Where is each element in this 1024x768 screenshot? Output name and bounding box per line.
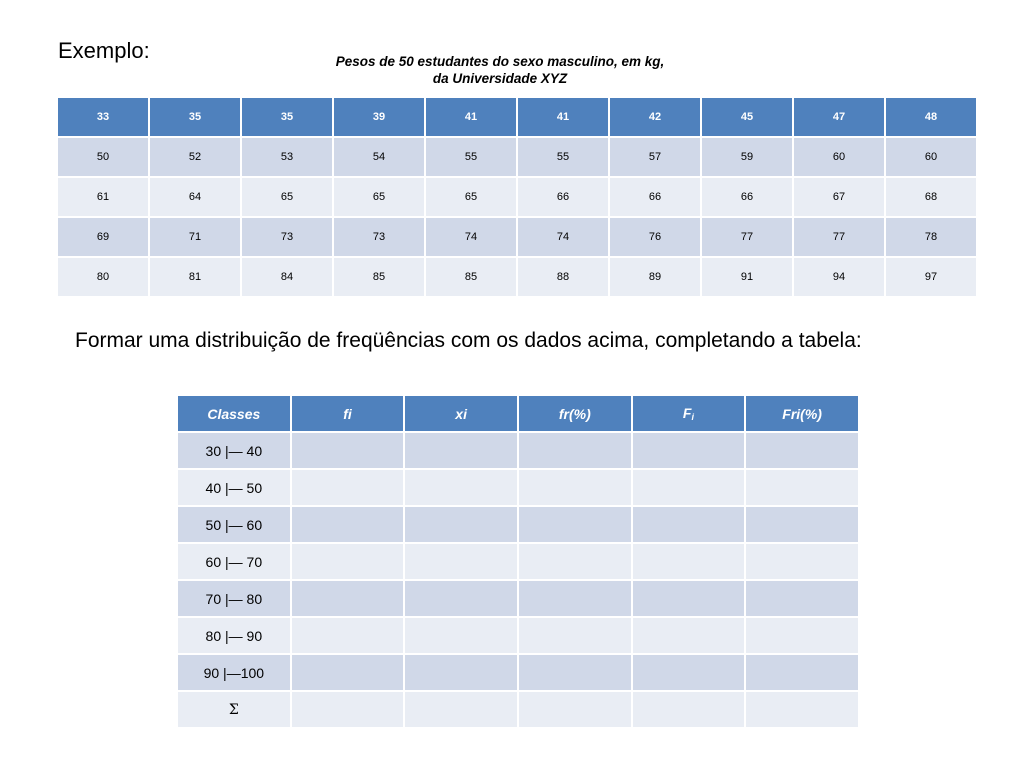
- data-cell: 65: [241, 177, 333, 217]
- data-cell: 65: [425, 177, 517, 217]
- data-cell: 78: [885, 217, 977, 257]
- freq-row: [177, 432, 859, 469]
- table-caption: [250, 53, 750, 87]
- data-cell: 94: [793, 257, 885, 297]
- header-Fi-subscript: i: [691, 412, 694, 422]
- data-row: [57, 257, 977, 297]
- empty-input-cell[interactable]: [404, 617, 518, 654]
- data-cell: 66: [609, 177, 701, 217]
- empty-input-cell[interactable]: [632, 654, 746, 691]
- data-cell: 77: [793, 217, 885, 257]
- class-interval-cell: 50 |— 60: [177, 506, 291, 543]
- empty-input-cell[interactable]: [745, 506, 859, 543]
- data-cell: 41: [425, 97, 517, 137]
- data-cell: 76: [609, 217, 701, 257]
- empty-input-cell[interactable]: [404, 432, 518, 469]
- data-cell: 35: [241, 97, 333, 137]
- data-cell: 35: [149, 97, 241, 137]
- instruction-text: Formar uma distribuição de freqüências com os dados acima, completando a tabela:: [75, 329, 862, 352]
- empty-input-cell[interactable]: [291, 617, 405, 654]
- data-row: [57, 137, 977, 177]
- empty-input-cell[interactable]: [518, 654, 632, 691]
- data-cell: 60: [793, 137, 885, 177]
- empty-input-cell[interactable]: [518, 617, 632, 654]
- header-xi: xi: [404, 395, 518, 432]
- data-cell: 97: [885, 257, 977, 297]
- data-cell: 73: [333, 217, 425, 257]
- empty-input-cell[interactable]: [404, 691, 518, 728]
- empty-input-cell[interactable]: [404, 469, 518, 506]
- empty-input-cell[interactable]: [518, 506, 632, 543]
- class-interval-cell: 40 |— 50: [177, 469, 291, 506]
- data-cell: 69: [57, 217, 149, 257]
- data-cell: 89: [609, 257, 701, 297]
- data-row: [57, 217, 977, 257]
- empty-input-cell[interactable]: [745, 654, 859, 691]
- header-Fi: [632, 395, 746, 432]
- empty-input-cell[interactable]: [518, 580, 632, 617]
- empty-input-cell[interactable]: [518, 432, 632, 469]
- empty-input-cell[interactable]: [745, 580, 859, 617]
- empty-input-cell[interactable]: [632, 469, 746, 506]
- header-classes: Classes: [177, 395, 291, 432]
- freq-row: [177, 543, 859, 580]
- class-interval-cell: 70 |— 80: [177, 580, 291, 617]
- data-cell: 60: [885, 137, 977, 177]
- empty-input-cell[interactable]: [518, 543, 632, 580]
- data-cell: 53: [241, 137, 333, 177]
- data-cell: 88: [517, 257, 609, 297]
- data-cell: 64: [149, 177, 241, 217]
- data-cell: 85: [425, 257, 517, 297]
- empty-input-cell[interactable]: [518, 469, 632, 506]
- empty-input-cell[interactable]: [632, 506, 746, 543]
- empty-input-cell[interactable]: [632, 432, 746, 469]
- frequency-distribution-table: [176, 394, 860, 729]
- data-cell: 45: [701, 97, 793, 137]
- empty-input-cell[interactable]: [404, 654, 518, 691]
- data-cell: 54: [333, 137, 425, 177]
- empty-input-cell[interactable]: [291, 469, 405, 506]
- data-cell: 57: [609, 137, 701, 177]
- caption-line-1: Pesos de 50 estudantes do sexo masculino, em kg,: [335, 54, 665, 69]
- empty-input-cell[interactable]: [632, 691, 746, 728]
- empty-input-cell[interactable]: [745, 432, 859, 469]
- data-cell: 74: [425, 217, 517, 257]
- empty-input-cell[interactable]: [745, 617, 859, 654]
- sum-cell: Σ: [177, 691, 291, 728]
- data-cell: 61: [57, 177, 149, 217]
- data-cell: 84: [241, 257, 333, 297]
- freq-header-row: [177, 395, 859, 432]
- data-cell: 74: [517, 217, 609, 257]
- empty-input-cell[interactable]: [291, 506, 405, 543]
- data-cell: 66: [517, 177, 609, 217]
- empty-input-cell[interactable]: [291, 691, 405, 728]
- header-Fri: Fri(%): [745, 395, 859, 432]
- freq-row: [177, 617, 859, 654]
- data-cell: 65: [333, 177, 425, 217]
- class-interval-cell: 80 |— 90: [177, 617, 291, 654]
- data-cell: 52: [149, 137, 241, 177]
- data-cell: 66: [701, 177, 793, 217]
- empty-input-cell[interactable]: [745, 543, 859, 580]
- empty-input-cell[interactable]: [404, 506, 518, 543]
- data-cell: 85: [333, 257, 425, 297]
- header-fi: fi: [291, 395, 405, 432]
- header-Fi-main: F: [682, 405, 692, 421]
- data-cell: 67: [793, 177, 885, 217]
- data-row: [57, 177, 977, 217]
- data-cell: 42: [609, 97, 701, 137]
- empty-input-cell[interactable]: [404, 580, 518, 617]
- class-interval-cell: 30 |— 40: [177, 432, 291, 469]
- empty-input-cell[interactable]: [632, 543, 746, 580]
- data-cell: 41: [517, 97, 609, 137]
- data-row: [57, 97, 977, 137]
- data-cell: 47: [793, 97, 885, 137]
- freq-row: [177, 654, 859, 691]
- class-interval-cell: 60 |— 70: [177, 543, 291, 580]
- empty-input-cell[interactable]: [745, 691, 859, 728]
- empty-input-cell[interactable]: [291, 580, 405, 617]
- class-interval-cell: 90 |—100: [177, 654, 291, 691]
- data-cell: 50: [57, 137, 149, 177]
- data-cell: 68: [885, 177, 977, 217]
- data-cell: 71: [149, 217, 241, 257]
- caption-line-2: da Universidade XYZ: [432, 71, 568, 86]
- data-cell: 33: [57, 97, 149, 137]
- freq-row: [177, 469, 859, 506]
- data-cell: 48: [885, 97, 977, 137]
- weights-data-table: [56, 96, 978, 298]
- header-fr: fr(%): [518, 395, 632, 432]
- empty-input-cell[interactable]: [404, 543, 518, 580]
- empty-input-cell[interactable]: [518, 691, 632, 728]
- freq-row: [177, 580, 859, 617]
- empty-input-cell[interactable]: [291, 432, 405, 469]
- data-cell: 81: [149, 257, 241, 297]
- empty-input-cell[interactable]: [632, 617, 746, 654]
- empty-input-cell[interactable]: [745, 469, 859, 506]
- data-cell: 59: [701, 137, 793, 177]
- freq-row: [177, 506, 859, 543]
- empty-input-cell[interactable]: [291, 654, 405, 691]
- data-cell: 77: [701, 217, 793, 257]
- data-cell: 80: [57, 257, 149, 297]
- data-cell: 55: [517, 137, 609, 177]
- freq-row: [177, 691, 859, 728]
- data-cell: 91: [701, 257, 793, 297]
- slide-heading: Exemplo:: [58, 38, 150, 63]
- empty-input-cell[interactable]: [632, 580, 746, 617]
- empty-input-cell[interactable]: [291, 543, 405, 580]
- data-cell: 55: [425, 137, 517, 177]
- data-cell: 39: [333, 97, 425, 137]
- data-cell: 73: [241, 217, 333, 257]
